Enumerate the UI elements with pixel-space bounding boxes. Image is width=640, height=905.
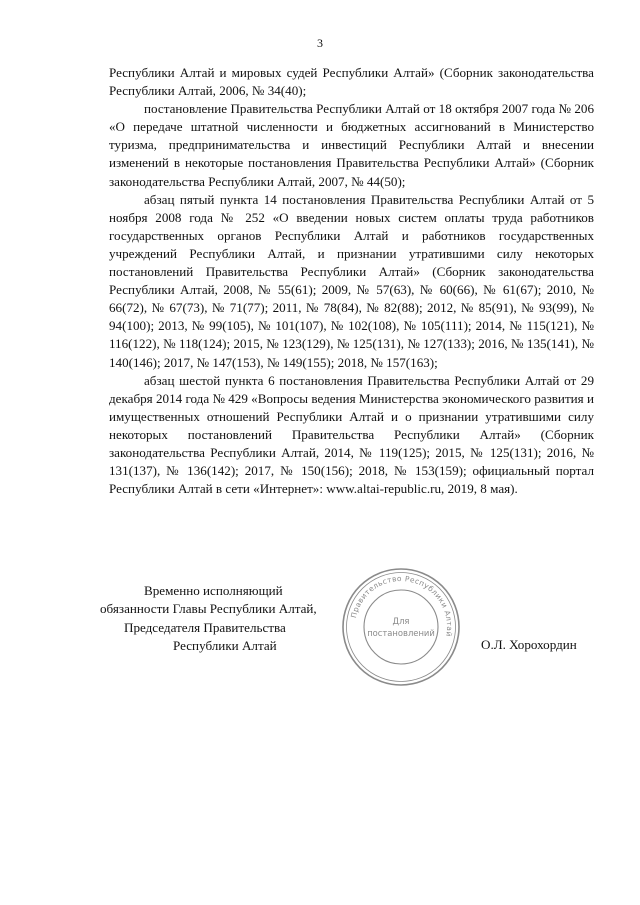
paragraph-resolution-252: абзац пятый пункта 14 постановления Правительства Республики Алтай от 5 ноября 2008 года № 252 «О введении новых систем оплаты труда работников государственных органов Республики Алтай и работников государственных учреждений Республики Алтай, и признании утратившими силу некоторых постановлений Правительства Республики Алтай» (Сборник законодательства Республики Алтай, 2008, № 55(61); 2009, № 57(63), № 60(66), № 61(67); 2010, № 66(72), № 67(73), № 71(77); 2011, № 78(84), № 82(88); 2012, № 85(91), № 93(99), № 94(100); 2013, № 99(105), № 101(107), № 102(108), № 105(111); 2014, № 115(121), № 116(122), № 118(124); 2015, № 123(129), № 125(131), № 127(133); 2016, № 135(141), № 140(146); 2017, № 147(153), № 149(155); 2018, № 157(163);	[109, 191, 594, 370]
signature-title-line-4: Республики Алтай	[173, 637, 277, 653]
signature-title-line-3: Председателя Правительства	[124, 619, 286, 635]
stamp-ring-text: Правительство Республики Алтай	[348, 573, 455, 638]
stamp-inner-ring	[364, 590, 438, 664]
stamp-outer-ring-inner	[347, 573, 456, 682]
page-number: 3	[317, 36, 323, 50]
signature-title-block	[100, 582, 360, 655]
paragraph-resolution-206: постановление Правительства Республики Алтай от 18 октября 2007 года № 206 «О передаче штатной численности и бюджетных ассигнований в Министерство туризма, предпринимательства и инвестиций Республики Алтай и внесении изменений в некоторые постановления Правительства Республики Алтай» (Сборник законодательства Республики Алтай, 2007, № 44(50);	[109, 101, 594, 189]
signature-title-line-1: Временно исполняющий	[144, 583, 283, 598]
paragraph-resolution-429: абзац шестой пункта 6 постановления Правительства Республики Алтай от 29 декабря 2014 года № 429 «Вопросы ведения Министерства экономического развития и имущественных отношений Республики Алтай и о признании утратившими силу некоторых постановлений Правительства Республики Алтай» (Сборник законодательства Республики Алтай, 2014, № 119(125); 2015, № 125(131); 2016, № 131(137), № 136(142); 2017, № 150(156); 2018, № 153(159); официальный портал Республики Алтай в сети «Интернет»: www.altai-republic.ru, 2019, 8 мая).	[109, 372, 594, 497]
stamp-center-line-2: постановлений	[367, 628, 435, 638]
stamp-center-line-1: Для	[392, 616, 410, 626]
document-body	[109, 64, 594, 498]
signature-title-line-2: обязанности Главы Республики Алтай,	[100, 601, 317, 617]
signatory-name: О.Л. Хорохордин	[481, 637, 577, 652]
stamp-graphic	[340, 566, 462, 688]
stamp-outer-ring	[343, 569, 459, 685]
official-stamp	[340, 566, 462, 688]
paragraph-continuation: Республики Алтай и мировых судей Республики Алтай» (Сборник законодательства Республики Алтай, 2006, № 34(40);	[109, 65, 594, 99]
